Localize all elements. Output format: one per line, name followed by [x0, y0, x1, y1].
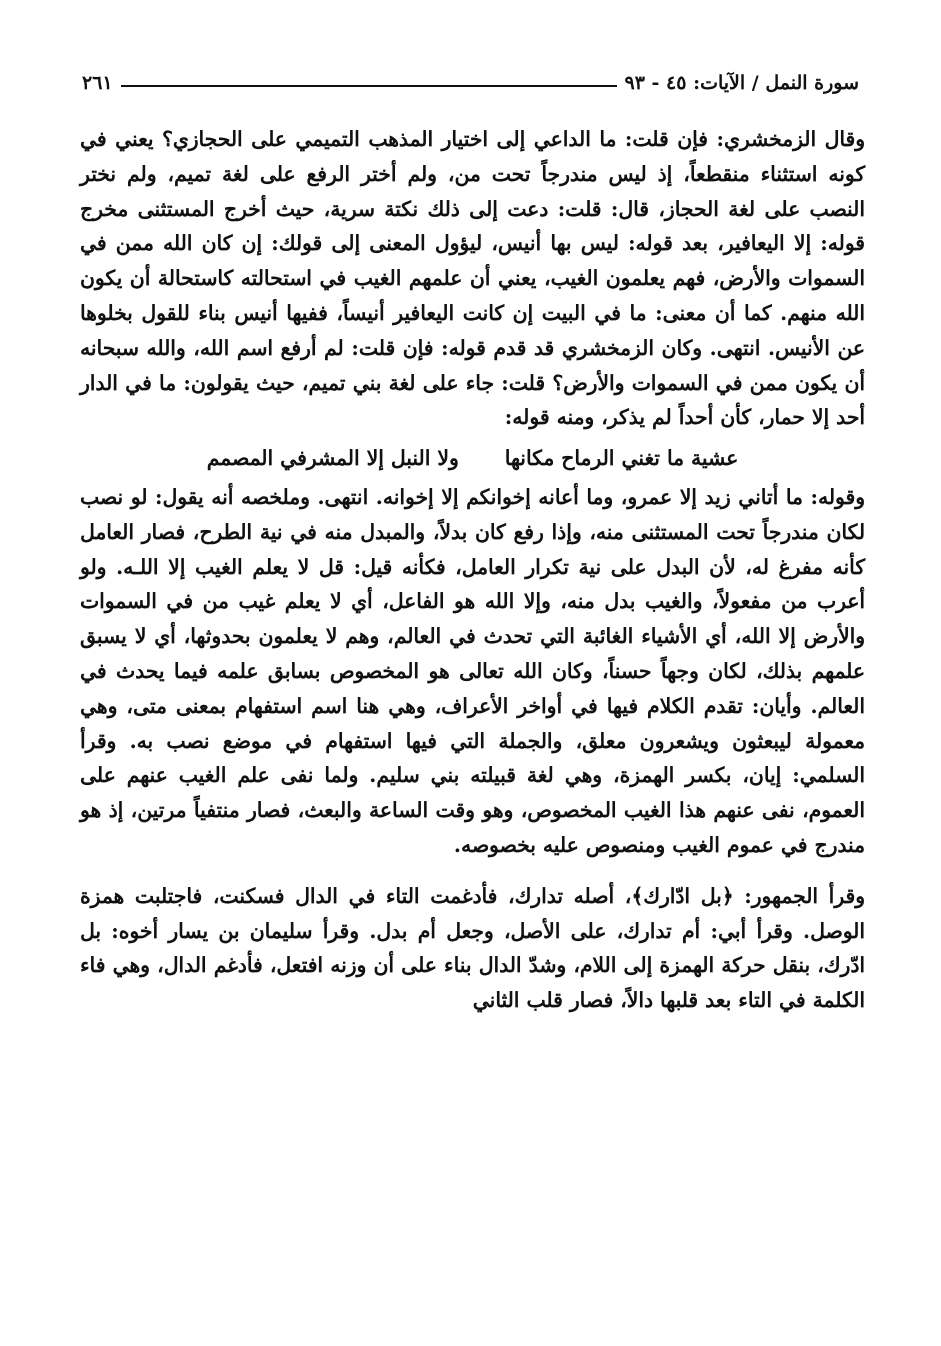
page-body — [80, 122, 865, 1018]
paragraph-summary: وقوله: ما أتاني زيد إلا عمرو، وما أعانه إخوانكم إلا إخوانه. انتهى. وملخصه أنه يقول: لو نصب لكان مندرجاً تحت المستثنى منه، وإذا رفع كان بدلاً، والمبدل منه في نية الطرح، فصار العامل كأنه مفرغ له، لأن البدل على نية تكرار العامل، فكأنه قيل: قل لا يعلم الغيب إلا اللـه. ولو أعرب من مفعولاً، والغيب بدل منه، وإلا الله هو الفاعل، أي لا يعلم غيب من في السموات والأرض إلا الله، أي الأشياء الغائبة التي تحدث في العالم، وهم لا يعلمون بحدوثها، أي لا يسبق علمهم بذلك، لكان وجهاً حسناً، وكان الله تعالى هو المخصوص بسابق علمه فيما يحدث في العالم. وأيان: تقدم الكلام فيها في أواخر الأعراف، وهي هنا اسم استفهام بمعنى متى، وهي معمولة ليبعثون ويشعرون معلق، والجملة التي فيها استفهام في موضع نصب به. وقرأ السلمي: إيان، بكسر الهمزة، وهي لغة قبيلته بني سليم. ولما نفى علم الغيب عنهم على العموم، نفى عنهم هذا الغيب المخصوص، وهو وقت الساعة والبعث، فصار منتفياً مرتين، إذ هو مندرج في عموم الغيب ومنصوص عليه بخصوصه. — [80, 484, 865, 857]
paragraph-qiraat: وقرأ الجمهور: ﴿بل ادّارك﴾، أصله تدارك، فأدغمت التاء في الدال فسكنت، فاجتلبت همزة الوصل. وقرأ أبي: أم تدارك، على الأصل، وجعل أم بدل. وقرأ سليمان بن يسار أخوه: بل ادّرك، بنقل حركة الهمزة إلى اللام، وشدّ الدال بناء على أن وزنه افتعل، فأدغم الدال، وهي فاء الكلمة في التاء بعد قلبها دالاً، فصار قلب الثاني — [80, 883, 865, 1013]
verse-hemistich-first: عشية ما تغني الرماح مكانها — [504, 446, 739, 471]
page-header — [82, 68, 859, 98]
page-number: ٢٦١ — [82, 72, 113, 94]
verse-hemistich-second: ولا النبل إلا المشرفي المصمم — [206, 446, 459, 471]
paragraph-zamakhshari: وقال الزمخشري: فإن قلت: ما الداعي إلى اختيار المذهب التميمي على الحجازي؟ يعني في كونه استثناء منقطعاً، إذ ليس مندرجاً تحت من، ولم أختر الرفع على لغة تميم، ولم نختر النصب على لغة الحجاز، قال: قلت: دعت إلى ذلك نكتة سرية، حيث أخرج المستثنى مخرج قوله: إلا اليعافير، بعد قوله: ليس بها أنيس، ليؤول المعنى إلى قولك: إن كان الله ممن في السموات والأرض، فهم يعلمون الغيب، يعني أن علمهم الغيب في استحالته كاستحالة أن يكون الله منهم. كما أن معنى: ما في البيت إن كانت اليعافير أنيساً، ففيها أنيس بناء للقول بخلوها عن الأنيس. انتهى. وكان الزمخشري قد قدم قوله: فإن قلت: لم أرفع اسم الله، والله سبحانه أن يكون ممن في السموات والأرض؟ قلت: جاء على لغة بني تميم، حيث يقولون: ما في الدار أحد إلا حمار، كأن أحداً لم يذكر، ومنه قوله: — [80, 127, 865, 430]
poetry-verse — [80, 441, 865, 476]
header-rule — [121, 85, 617, 87]
running-title: سورة النمل / الآيات: ٤٥ - ٩٣ — [624, 72, 859, 94]
